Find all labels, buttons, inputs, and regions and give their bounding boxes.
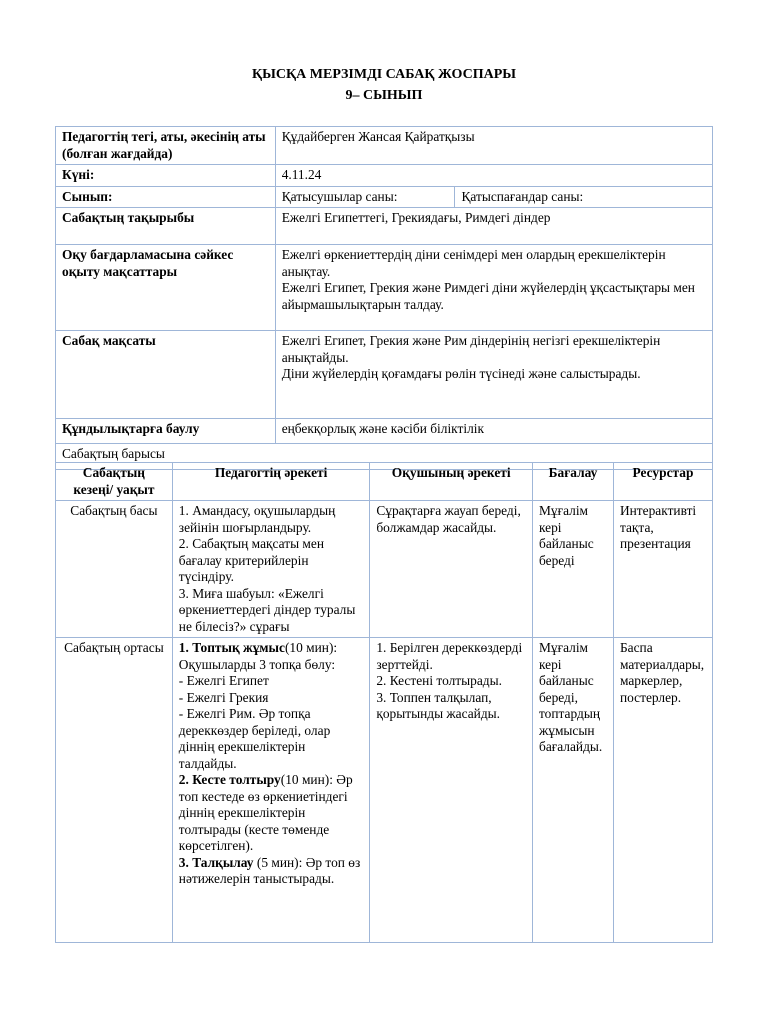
document-title: ҚЫСҚА МЕРЗІМДІ САБАҚ ЖОСПАРЫ (252, 67, 516, 82)
lesson-goal-1: Ежелгі Египет, Грекия және Рим діндерінің негізгі ерекшеліктерін анықтайды. (281, 333, 661, 365)
lesson-goal-2: Діни жүйелердің қоғамдағы рөлін түсінеді және салыстырады. (281, 366, 641, 381)
group-work-text: (10 мин): Оқушыларды 3 топқа бөлу: (178, 640, 338, 672)
present-count-label: Қатысушылар саны: (275, 186, 455, 208)
table-fill-step (179, 772, 364, 855)
discussion-step (179, 855, 364, 888)
start-student-action: Сұрақтарға жауап береді, болжамдар жасайды. (370, 501, 533, 638)
lesson-goal-row (56, 331, 713, 419)
middle-student-step-3: 3. Топпен талқылап, қорытынды жасайды. (376, 689, 500, 721)
discussion-title: 3. Талқылау (178, 854, 254, 870)
middle-student-step-1: 1. Берілген дереккөздерді зерттейді. (376, 640, 523, 672)
middle-teacher-action (172, 638, 370, 943)
program-goals-row (56, 245, 713, 331)
stage-middle: Сабақтың ортасы (56, 638, 173, 943)
table-row (56, 501, 713, 638)
start-resources: Интерактивті тақта, презентация (613, 501, 712, 638)
middle-student-action (370, 638, 533, 943)
header-resources: Ресурстар (613, 463, 712, 501)
start-teacher-step-1: 1. Амандасу, оқушылардың зейінін шоғырландыру. (178, 503, 336, 535)
start-assessment: Мұғалім кері байланыс береді (533, 501, 614, 638)
start-teacher-step-2: 2. Сабақтың мақсаты мен бағалау критерийлерін түсіндіру. (178, 536, 325, 584)
middle-student-step-2: 2. Кестені толтырады. (376, 673, 502, 688)
header-student-action: Оқушының әрекеті (370, 463, 533, 501)
absent-count-label: Қатыспағандар саны: (455, 186, 713, 208)
values-value: еңбекқорлық және кәсіби біліктілік (275, 419, 712, 444)
values-row (56, 419, 713, 444)
header-assessment: Бағалау (533, 463, 614, 501)
teacher-label: Педагогтің тегі, аты, әкесінің аты (болған жағдайда) (56, 127, 276, 165)
start-teacher-step-3: 3. Миға шабуыл: «Ежелгі өркениеттердегі діндер туралы не білесіз?» сұрағы (178, 585, 356, 634)
topic-row (56, 208, 713, 245)
program-goal-1: Ежелгі өркениеттердің діни сенімдері мен олардың ерекшеліктерін анықтау. (281, 247, 666, 279)
class-row (56, 186, 713, 208)
process-table (55, 462, 713, 943)
program-goal-2: Ежелгі Египет, Грекия және Римдегі діни жүйелердің ұқсастықтары мен айырмашылықтарын талдау. (281, 280, 695, 312)
course-label: Сабақтың барысы (56, 444, 713, 470)
date-row (56, 165, 713, 187)
table-fill-title: 2. Кесте толтыру (178, 772, 281, 787)
teacher-value: Құдайберген Жансая Қайратқызы (275, 127, 712, 165)
lesson-goal-label: Сабақ мақсаты (56, 331, 276, 419)
middle-assessment: Мұғалім кері байланыс береді, топтардың жұмысын бағалайды. (533, 638, 614, 943)
date-value: 4.11.24 (275, 165, 712, 187)
group-item-egypt: - Ежелгі Египет (178, 673, 269, 688)
group-work-step (179, 640, 364, 673)
header-stage: Сабақтың кезеңі/ уақыт (56, 463, 173, 501)
topic-value: Ежелгі Египеттегі, Грекиядағы, Римдегі діндер (275, 208, 712, 245)
lesson-goal-value (275, 331, 712, 419)
date-label: Күні: (56, 165, 276, 187)
teacher-row (56, 127, 713, 165)
info-table (55, 126, 713, 470)
topic-label: Сабақтың тақырыбы (56, 208, 276, 245)
discussion-text: (5 мин): Әр топ өз нәтижелерін таныстырады. (178, 854, 361, 886)
header-teacher-action: Педагогтің әрекеті (172, 463, 370, 501)
values-label: Құндылықтарға баулу (56, 419, 276, 444)
middle-resources: Баспа материалдары, маркерлер, постерлер. (613, 638, 712, 943)
program-goals-value (275, 245, 712, 331)
class-label: Сынып: (56, 186, 276, 208)
table-row (56, 638, 713, 943)
document-subtitle: 9– СЫНЫП (345, 88, 423, 103)
group-item-rome: - Ежелгі Рим. Әр топқа дереккөздер беріледі, олар діннің ерекшеліктерін талдайды. (178, 706, 331, 771)
start-teacher-action (172, 501, 370, 638)
group-item-greece: - Ежелгі Грекия (178, 689, 269, 705)
group-work-title: 1. Топтық жұмыс (178, 640, 285, 655)
table-fill-text: (10 мин): Әр топ кестеде өз өркениетіндегі діннің ерекшеліктерін толтырады (кесте төменде көрсетілген). (178, 772, 353, 853)
program-goals-label: Оқу бағдарламасына сәйкес оқыту мақсаттары (56, 245, 276, 331)
process-header-row (56, 463, 713, 501)
stage-start: Сабақтың басы (56, 501, 173, 638)
